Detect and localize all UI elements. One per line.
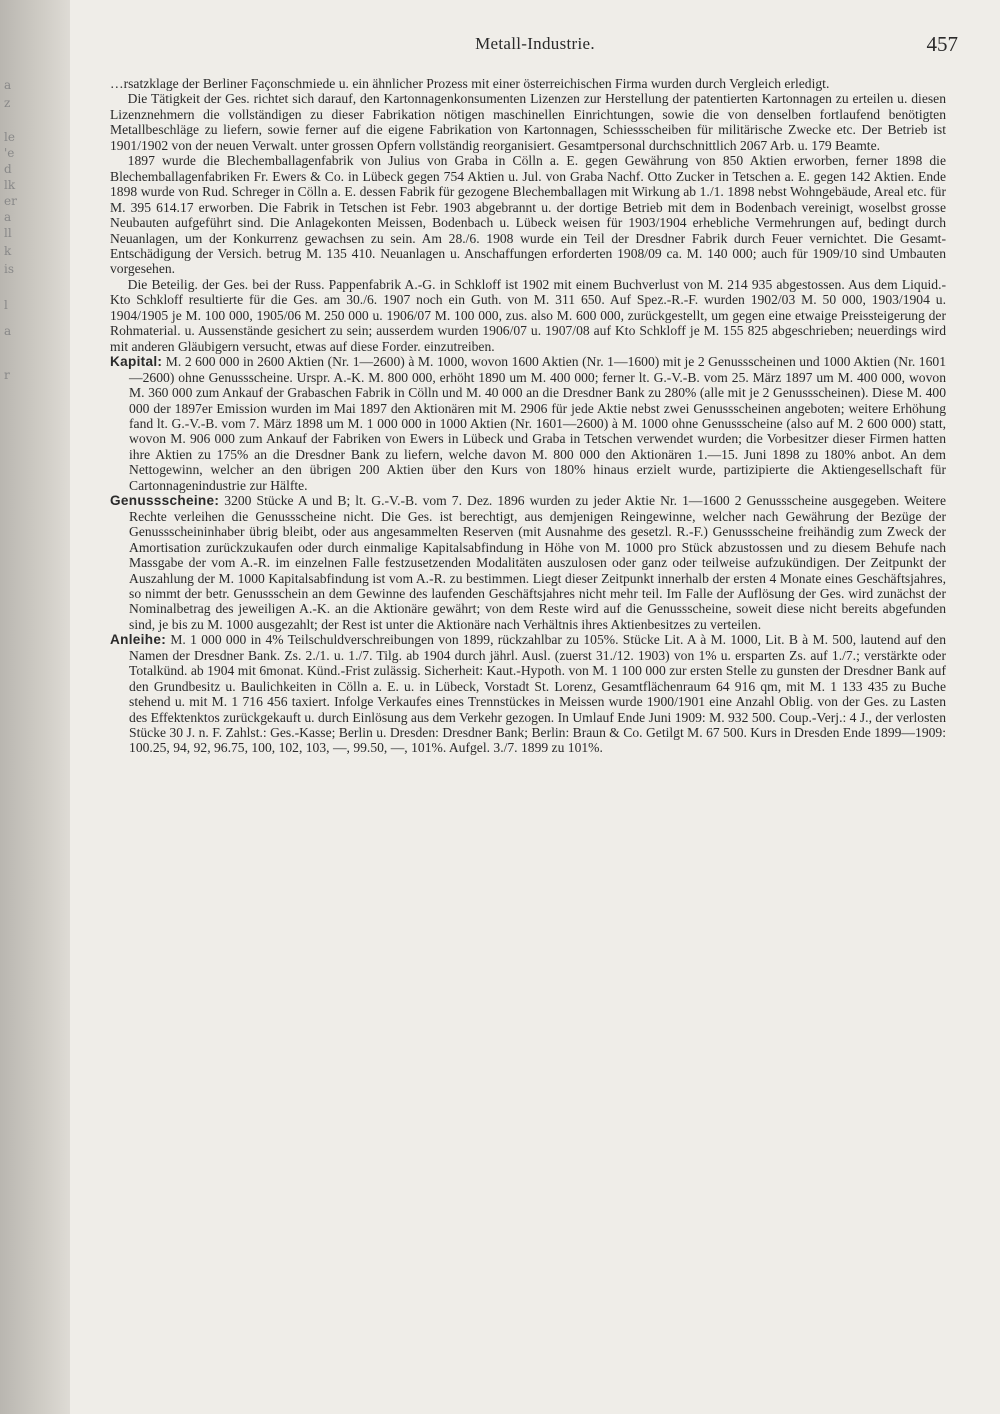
section-anleihe [110,632,946,756]
gutter-fragment: l [4,298,8,312]
section-label-genussscheine: Genussscheine: [110,493,220,509]
gutter-fragment: r [4,368,10,382]
page-number: 457 [926,32,958,56]
section-label-kapital: Kapital: [110,354,163,370]
gutter-fragment: le [4,130,15,144]
book-page [70,0,1000,1414]
gutter-fragment: is [4,262,14,276]
gutter-fragment: k [4,244,12,258]
section-genussscheine [110,493,946,632]
paragraph-lawsuit: …rsatzklage der Berliner Façonschmiede u. ein ähnlicher Prozess mit einer österreichischen Firma wurden durch Vergleich erledigt. [110,76,830,91]
section-text-genussscheine: 3200 Stücke A und B; lt. G.-V.-B. vom 7. Dez. 1896 wurden zu jeder Aktie Nr. 1—1600 2 Genussscheine ausgegeben. Weitere Rechte verleihen die Genussscheine nicht. Die Ges. ist berechtigt, aus demjenigen Reingewinne, welcher nach Gewährung der Bezüge der Genussscheininhaber übrig bleibt, oder aus angesammelten Reserven (mit Ausnahme des gesetzl. R.-F.) Genussscheine freihändig zum Zweck der Amortisation zurückzukaufen oder durch einmalige Kapitalsabfindung in Höhe von M. 1000 pro Stück abzustossen und zu diesem Behufe nach Massgabe der vom A.-R. im einzelnen Falle festzusetzenden Modalitäten auszulosen oder ganz oder teilweise aufzukündigen. Der Zeitpunkt der Auszahlung der M. 1000 Kapitalsabfindung ist vom A.-R. zu bestimmen. Liegt dieser Zeitpunkt innerhalb der ersten 4 Monate eines Geschäftsjahres, so nimmt der betr. Genussschein an dem Gewinne des laufenden Geschäftsjahres nicht mehr teil. Im Falle der Auflösung der Ges. wird zunächst der Nominalbetrag des jeweiligen A.-K. an die Aktionäre gewährt; von dem Reste wird auf die Genussscheine, soweit diese nicht bereits abgefunden sind, je bis zu M. 1000 ausgezahlt; der Rest ist unter die Aktionäre nach Verhältnis ihres Aktienbesitzes zu verteilen. [129,493,946,632]
gutter-fragment: z [4,96,11,110]
gutter-fragment: 'e [4,146,15,160]
gutter-fragment: d [4,162,12,176]
section-kapital [110,354,946,493]
section-text-anleihe: M. 1 000 000 in 4% Teilschuldverschreibungen von 1899, rückzahlbar zu 105%. Stücke Lit. A à M. 1000, Lit. B à M. 500, lautend auf den Namen der Dresdner Bank. Zs. 2./1. u. 1./7. Tilg. ab 1904 durch jährl. Ausl. (zuerst 31./12. 1903) von 1% u. ersparten Zs. auf 1./7.; verstärkte oder Totalkünd. ab 1904 mit 6monat. Künd.-Frist zulässig. Sicherheit: Kaut.-Hypoth. von M. 1 100 000 zur ersten Stelle zu gunsten der Dresdner Bank auf den Grundbesitz u. Baulichkeiten in Cölln a. E. u. in Lübeck, Vorstadt St. Lorenz, Gesamtflächenraum 64 916 qm, mit M. 1 133 435 zu Buche stehend u. mit M. 1 716 456 taxiert. Infolge Verkaufes eines Trennstückes in Meissen wurde 1900/1901 eine Anzahl Oblig. von der Ges. zu Lasten des Effektenktos zurückgekauft u. durch Einlösung aus dem Verkehr gezogen. In Umlauf Ende Juni 1909: M. 932 500. Coup.-Verj.: 4 J., der verlosten Stücke 30 J. n. F. Zahlst.: Ges.-Kasse; Berlin u. Dresden: Dresdner Bank; Berlin: Braun & Co. Getilgt M. 67 500. Kurs in Dresden Ende 1899—1909: 100.25, 94, 92, 96.75, 100, 102, 103, —, 99.50, —, 101%. Aufgel. 3./7. 1899 zu 101%. [129,632,946,756]
gutter-fragment: er [4,194,17,208]
paragraph-participation: Die Beteilig. der Ges. bei der Russ. Pappenfabrik A.-G. in Schkloff ist 1902 mit einem Buchverlust von M. 214 935 abgestossen. Aus dem Liquid.-Kto Schkloff resultierte für die Ges. am 30./6. 1907 noch ein Guth. von M. 311 650. Auf Spez.-R.-F. wurden 1902/03 M. 50 000, 1903/1904 u. 1904/1905 je M. 100 000, 1905/06 M. 250 000 u. 1906/07 M. 100 000, zus. also M. 600 000, zurückgestellt, um gegen eine etwaige Preissteigerung der Rohmaterial. u. Aussenstände gesichert zu sein; ausserdem wurden 1906/07 u. 1907/08 auf Kto Schkloff je M. 155 825 abgeschrieben; neuerdings wird mit anderen Gläubigern versucht, etwas auf diese Forder. einzutreiben. [110,276,946,354]
paragraph-history: 1897 wurde die Blechemballagenfabrik von Julius von Graba in Cölln a. E. gegen Gewährung von 850 Aktien erworben, ferner 1898 die Blechemballagenfabriken Fr. Ewers & Co. in Lübeck gegen 754 Aktien u. Jul. von Graba Nachf. Otto Zucker in Tetschen a. E. gegen 142 Aktien. Ende 1898 wurde von Rud. Schreger in Cölln a. E. dessen Fabrik für gezogene Blechemballagen mit Wirkung ab 1./1. 1898 nebst Wohngebäude, Areal etc. für M. 395 614.17 erworben. Die Fabrik in Tetschen ist Febr. 1903 abgebrannt u. der dortige Betrieb mit dem in Bodenbach vereinigt, woselbst grosse Neubauten aufgeführt sind. Die Anlagekonten Meissen, Bodenbach u. Lübeck weisen für 1903/1904 erhebliche Vermehrungen auf, bedingt durch Neuanlagen, um der Konkurrenz gewachsen zu sein. Am 28./6. 1908 wurde ein Teil der Dresdner Fabrik durch Feuer vernichtet. Die Gesamt-Entschädigung der Versich. betrug M. 135 410. Neuanlagen u. Anschaffungen erforderten 1908/09 ca. M. 140 000; auch für 1909/10 sind Umbauten vorgesehen. [110,153,946,277]
section-text-kapital: M. 2 600 000 in 2600 Aktien (Nr. 1—2600) à M. 1000, wovon 1600 Aktien (Nr. 1—1600) mit je 2 Genussscheinen und 1000 Aktien (Nr. 1601—2600) ohne Genussscheine. Urspr. A.-K. M. 800 000, erhöht 1890 um M. 400 000; ferner lt. G.-V.-B. vom 25. März 1897 um M. 400 000, wovon M. 360 000 zum Ankauf der Grabaschen Fabrik in Cölln und M. 40 000 an die Dresdner Bank zu 280% (alle mit je 2 Genussscheinen). Diese M. 400 000 der 1897er Emission wurden im Mai 1897 den Aktionären mit M. 2906 für jede Aktie nebst zwei Genussscheinen angeboten; weitere Erhöhung fand lt. G.-V.-B. vom 7. März 1898 um M. 1 000 000 in 1000 Aktien (Nr. 1601—2600) à M. 1000 ohne Genussscheine (also auf M. 2 600 000) statt, wovon M. 906 000 zum Ankauf der Fabriken von Ewers in Lübeck und Graba in Tetschen verwendet wurden; die Vorbesitzer dieser Firmen hatten ihre Aktien zu 175% an die Dresdner Bank zu liefern, welche davon M. 800 000 den Aktionären 1.—15. Juni 1898 zu 180% anbot. An dem Nettogewinn, welcher an den übrigen 200 Aktien über den Kurs von 180% hinaus erzielt wurde, partizipierte die Aktiengesellschaft für Cartonnagenindustrie zur Hälfte. [129,354,946,493]
gutter-fragment: a [4,78,12,92]
section-label-anleihe: Anleihe: [110,632,167,648]
gutter-fragment: lk [4,178,16,192]
paragraph-activity: Die Tätigkeit der Ges. richtet sich darauf, den Kartonnagenkonsumenten Lizenzen zur Herstellung der patentierten Kartonnagen zu erteilen u. diesen Lizenznehmern die vollständigen zu dieser Fabrikation nötigen maschinellen Einrichtungen, sowie die von denselben fortlaufend benötigten Metallbeschläge zu liefern, sowie ferner auf die eigene Fabrikation von Kartonnagen, Schiessscheiben für militärische Zwecke etc. Der Betrieb ist 1901/1902 von der neuen Verwalt. unter grossen Opfern vollständig reorganisiert. Gesamtpersonal durchschnittlich 2067 Arb. u. 179 Beamte. [110,91,946,153]
running-title: Metall-Industrie. [475,34,595,53]
gutter-fragment: a [4,324,12,338]
gutter-fragment: a [4,210,12,224]
page-body [110,76,946,756]
gutter-fragment: ll [4,226,12,240]
page-header [70,32,1000,58]
binding-gutter [0,0,70,1414]
